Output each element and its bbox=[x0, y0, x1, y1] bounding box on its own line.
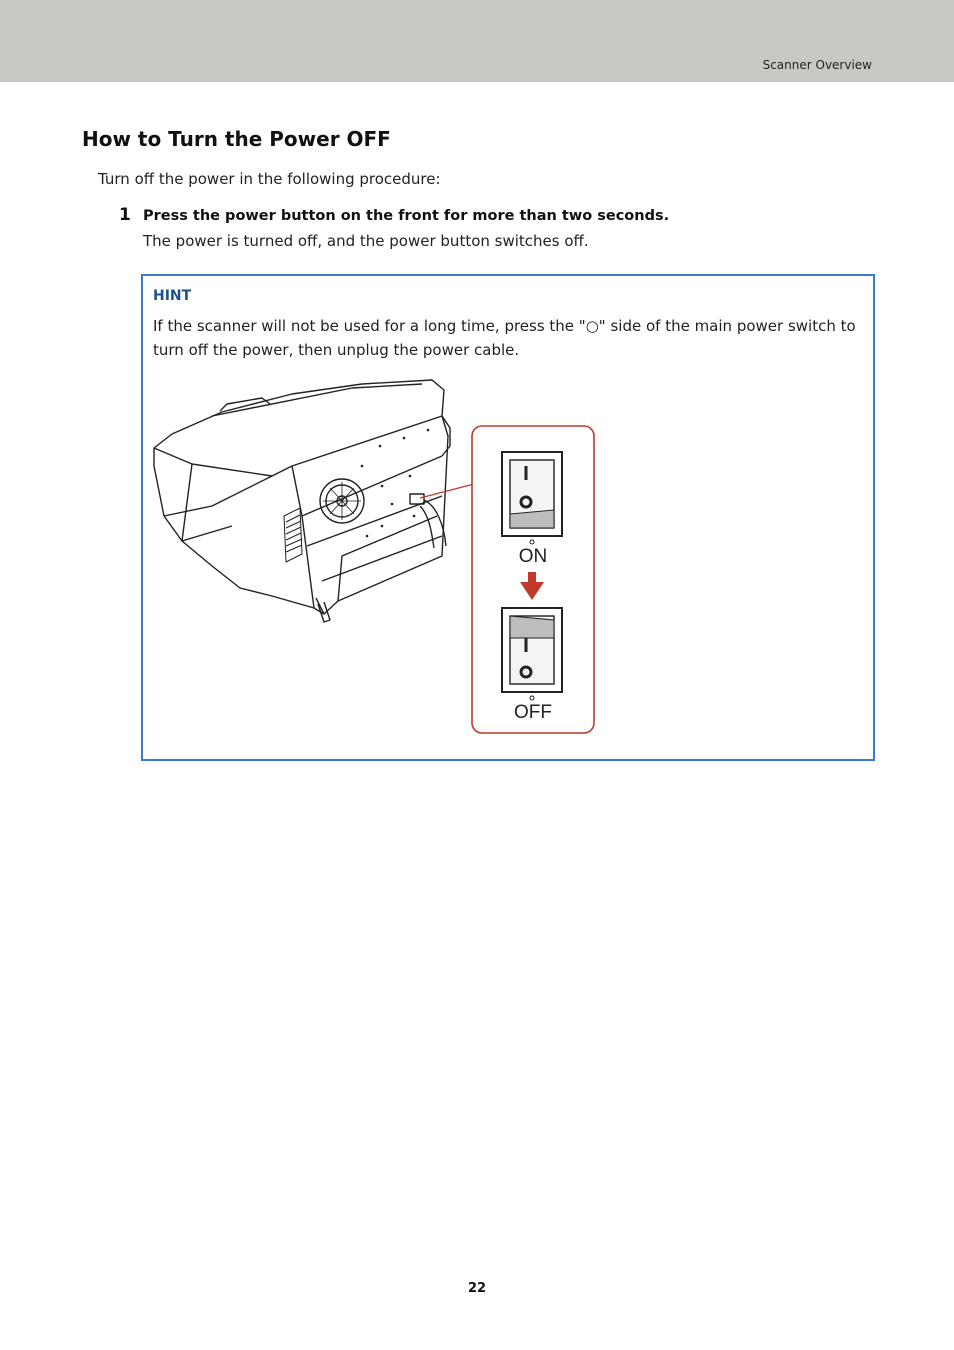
step-title: Press the power button on the front for more than two seconds. bbox=[143, 208, 670, 224]
on-label: ON bbox=[518, 546, 548, 567]
intro-text: Turn off the power in the following procedure: bbox=[98, 170, 441, 188]
hint-box bbox=[141, 274, 875, 761]
page-header bbox=[0, 0, 954, 82]
hint-label: HINT bbox=[153, 288, 192, 304]
scanner-power-switch-illustration bbox=[152, 376, 602, 736]
step-number: 1 bbox=[119, 205, 131, 225]
page-number: 22 bbox=[467, 1281, 487, 1296]
header-section-name: Scanner Overview bbox=[762, 58, 872, 72]
hint-text: If the scanner will not be used for a long time, press the "○" side of the main power switch to turn off the power, then unplug the power cable. bbox=[153, 317, 856, 359]
step-body: The power is turned off, and the power button switches off. bbox=[143, 232, 589, 250]
scanner-drawing bbox=[154, 380, 450, 622]
page-title: How to Turn the Power OFF bbox=[82, 127, 391, 151]
off-label: OFF bbox=[514, 702, 552, 723]
